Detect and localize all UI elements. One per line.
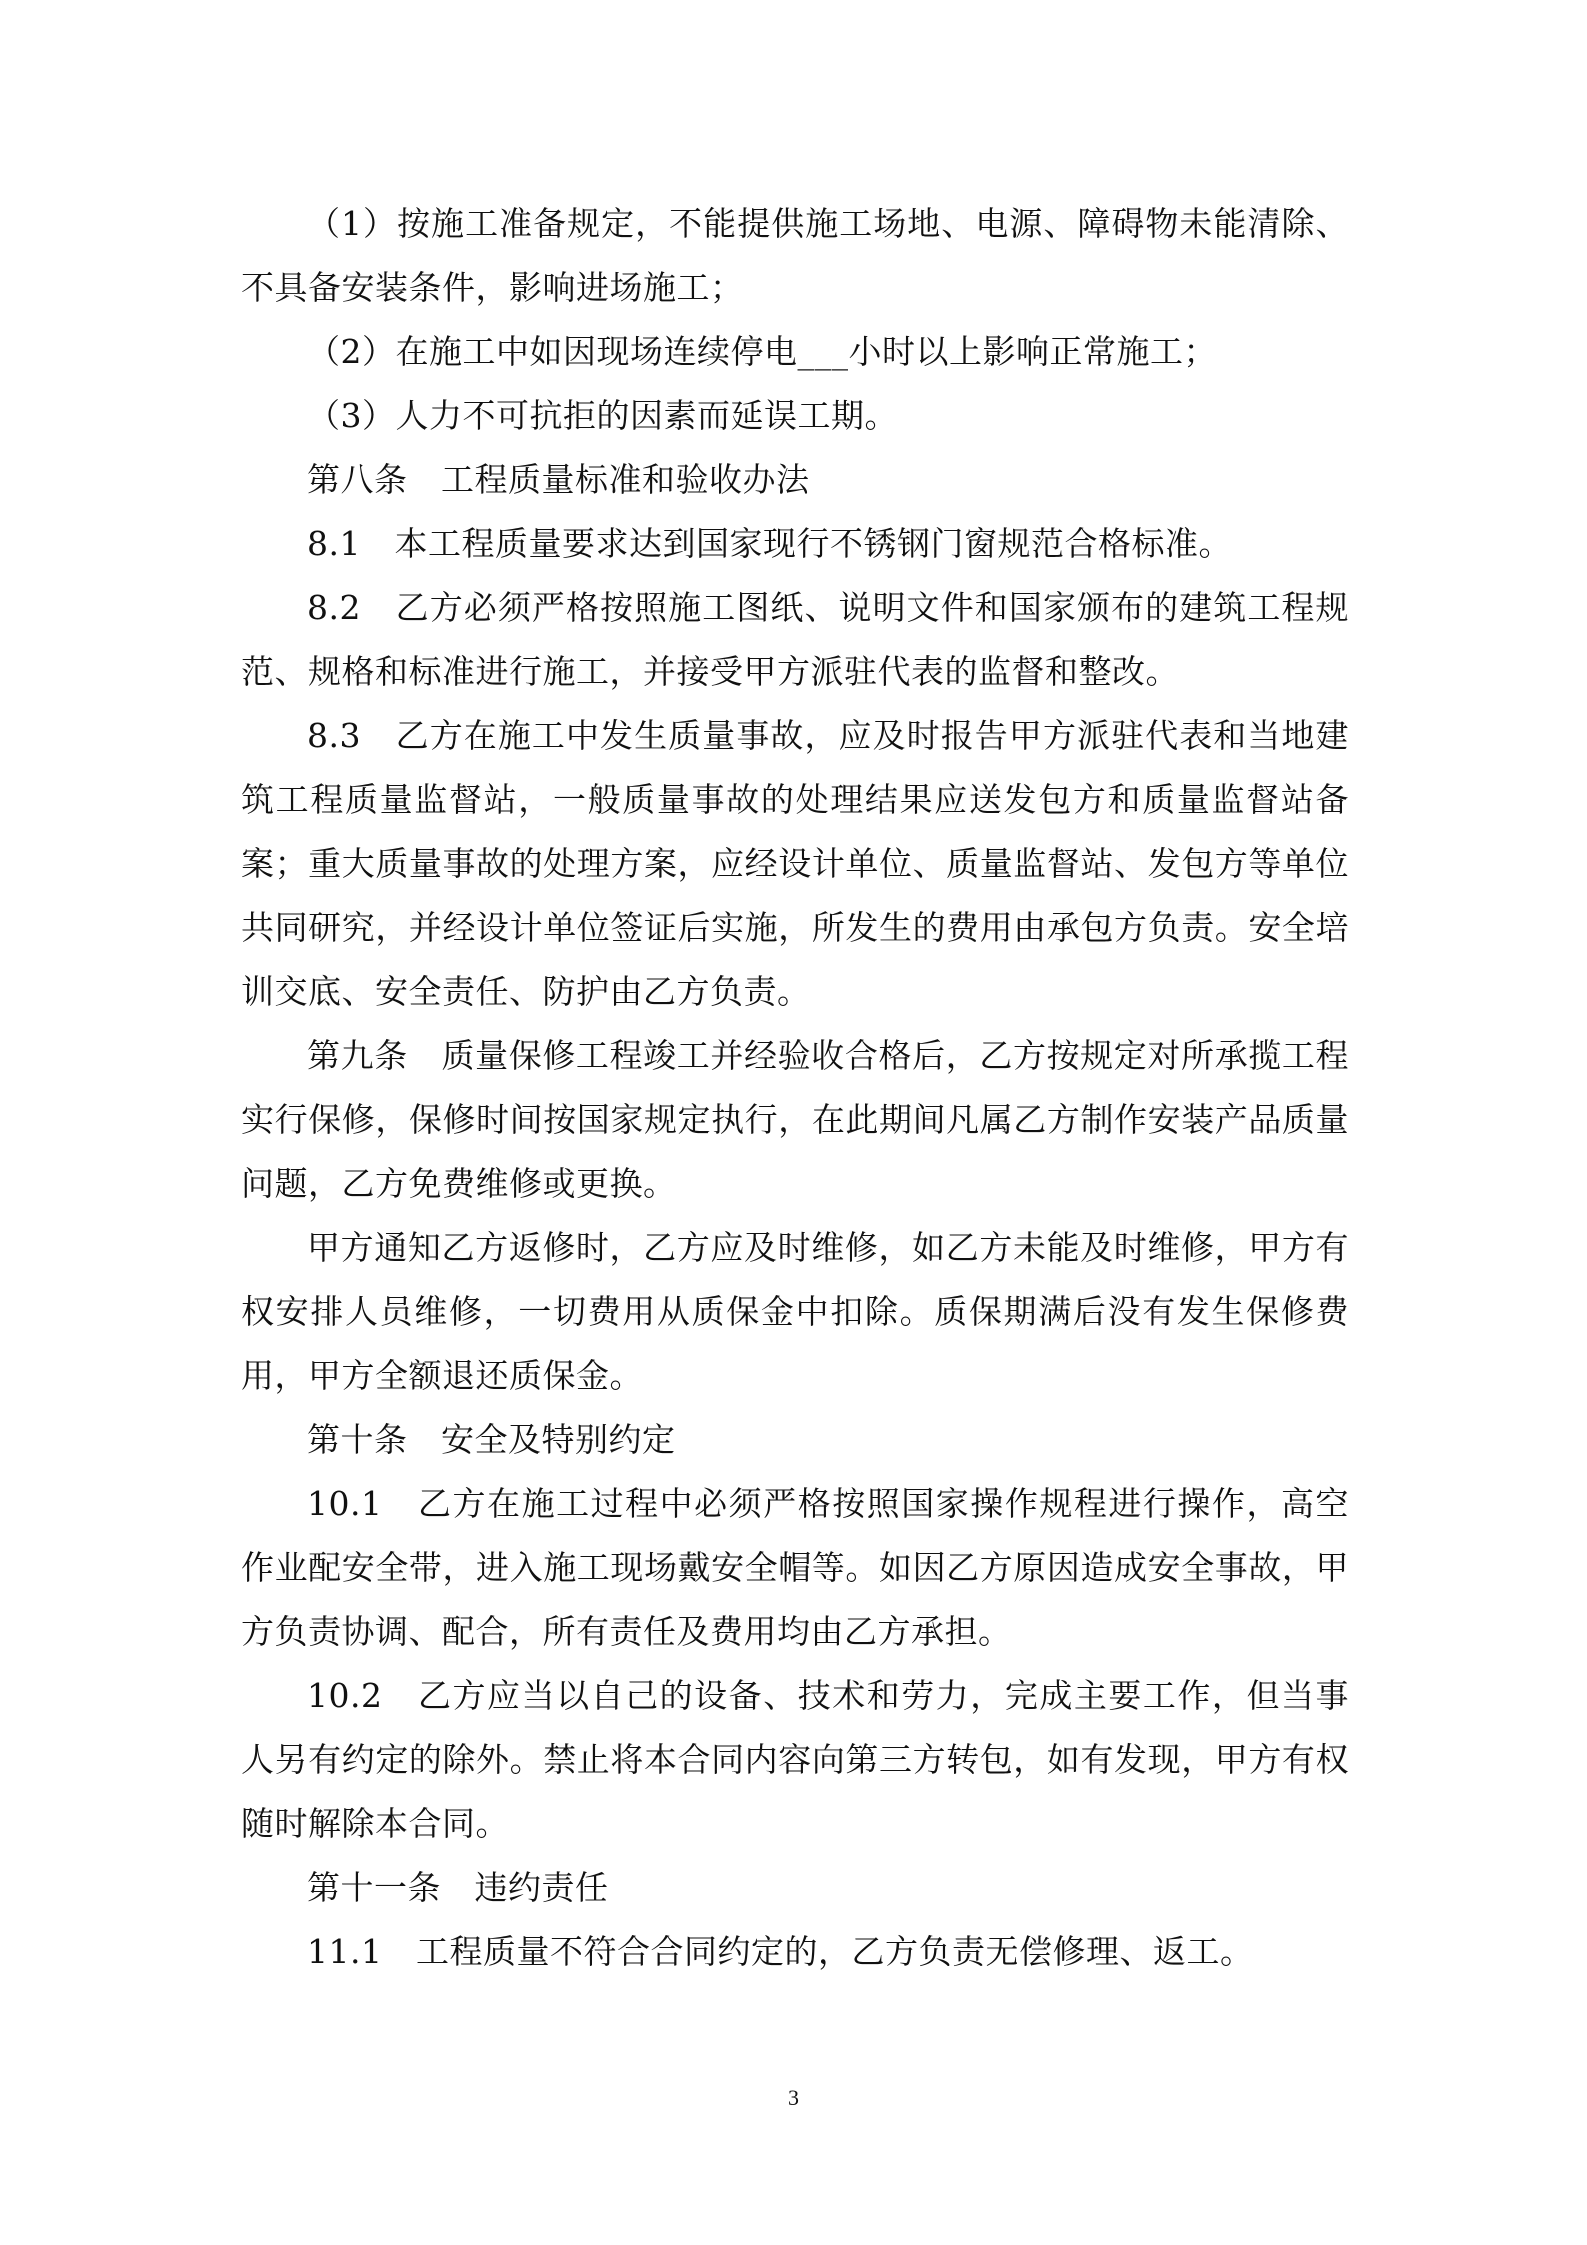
heading-article-9: 第九条 质量保修工程竣工并经验收合格后，乙方按规定对所承揽工程实行保修，保修时间按国家规定执行，在此期间凡属乙方制作安装产品质量问题，乙方免费维修或更换。 [241, 1036, 1349, 1203]
paragraph-force-majeure: （3）人力不可抗拒的因素而延误工期。 [307, 396, 898, 435]
paragraph-power-outage: （2）在施工中如因现场连续停电___小时以上影响正常施工； [307, 332, 1217, 371]
clause-10-2: 10.2 乙方应当以自己的设备、技术和劳力，完成主要工作，但当事人另有约定的除外。禁止将本合同内容向第三方转包，如有发现，甲方有权随时解除本合同。 [241, 1676, 1349, 1843]
heading-article-11: 第十一条 违约责任 [307, 1868, 609, 1907]
paragraph-repair-notice: 甲方通知乙方返修时，乙方应及时维修，如乙方未能及时维修，甲方有权安排人员维修，一切费用从质保金中扣除。质保期满后没有发生保修费用，甲方全额退还质保金。 [241, 1228, 1349, 1395]
heading-article-10: 第十条 安全及特别约定 [307, 1420, 676, 1459]
clause-8-1: 8.1 本工程质量要求达到国家现行不锈钢门窗规范合格标准。 [307, 524, 1232, 563]
page-number: 3 [788, 2085, 799, 2110]
clause-8-2: 8.2 乙方必须严格按照施工图纸、说明文件和国家颁布的建筑工程规范、规格和标准进行施工，并接受甲方派驻代表的监督和整改。 [241, 588, 1349, 691]
clause-11-1: 11.1 工程质量不符合合同约定的，乙方负责无偿修理、返工。 [307, 1932, 1254, 1971]
clause-10-1: 10.1 乙方在施工过程中必须严格按照国家操作规程进行操作，高空作业配安全带，进入施工现场戴安全帽等。如因乙方原因造成安全事故，甲方负责协调、配合，所有责任及费用均由乙方承担。 [241, 1484, 1349, 1651]
paragraph-construction-prep: （1）按施工准备规定，不能提供施工场地、电源、障碍物未能清除、不具备安装条件，影响进场施工； [241, 204, 1349, 307]
clause-8-3: 8.3 乙方在施工中发生质量事故，应及时报告甲方派驻代表和当地建筑工程质量监督站，一般质量事故的处理结果应送发包方和质量监督站备案；重大质量事故的处理方案，应经设计单位、质量监督站、发包方等单位共同研究，并经设计单位签证后实施，所发生的费用由承包方负责。安全培训交底、安全责任、防护由乙方负责。 [241, 716, 1349, 1011]
heading-article-8: 第八条 工程质量标准和验收办法 [307, 460, 810, 499]
document-body [241, 192, 1349, 1984]
